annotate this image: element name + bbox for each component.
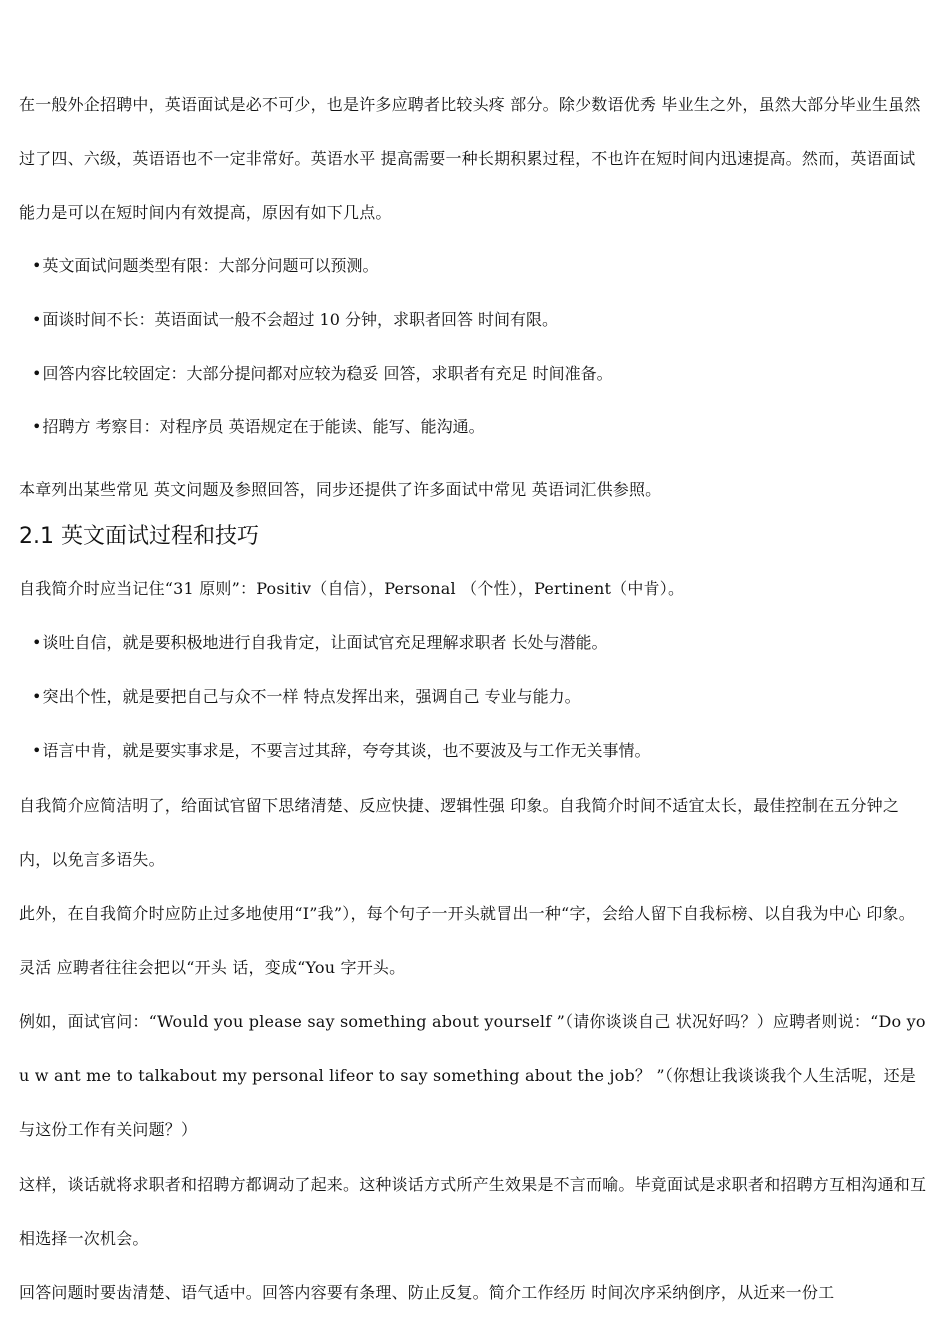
bullet-marker: • [32, 687, 42, 706]
pronoun-paragraph: 此外，在自我简介时应防止过多地使用“I”我”），每个句子一开头就冒出一种“字，会给人留下自我标榜、以自我为中心 印象。灵活 应聘者往往会把以“开头 话，变成“You 字开头。 [19, 904, 915, 977]
answer-paragraph: 回答问题时要齿清楚、语气适中。回答内容要有条理、防止反复。简介工作经历 时间次序采纳倒序，从近来一份工 [19, 1283, 835, 1302]
reason-text: 面谈时间不长：英语面试一般不会超过 10 分钟，求职者回答 时间有限。 [42, 310, 559, 329]
principle-item-3 [32, 740, 922, 762]
intro-paragraph: 在一般外企招聘中，英语面试是必不可少，也是许多应聘者比较头疼 部分。除少数语优秀 毕业生之外，虽然大部分毕业生虽然过了四、六级，英语语也不一定非常好。英语水平 提高需要一种长期积累过程，不也许在短时间内迅速提高。然而，英语面试能力是可以在短时间内有效提高，原因有如下几点。 [19, 95, 921, 222]
reason-text: 英文面试问题类型有限：大部分问题可以预测。 [42, 256, 379, 275]
effect-paragraph: 这样，谈话就将求职者和招聘方都调动了起来。这种谈话方式所产生效果是不言而喻。毕竟面试是求职者和招聘方互相沟通和互相选择一次机会。 [19, 1175, 927, 1248]
reason-text: 招聘方 考察目：对程序员 英语规定在于能读、能写、能沟通。 [42, 417, 485, 436]
principle-item-1 [32, 632, 922, 654]
reason-item-3 [32, 363, 922, 385]
principle-item-2 [32, 686, 922, 708]
bullet-marker: • [32, 741, 42, 760]
reason-item-2 [32, 309, 922, 331]
reason-item-4 [32, 416, 922, 438]
reason-item-1 [32, 255, 922, 277]
bullet-marker: • [32, 633, 42, 652]
principle-text: 谈吐自信，就是要积极地进行自我肯定，让面试官充足理解求职者 长处与潜能。 [42, 633, 608, 652]
bullet-marker: • [32, 417, 42, 436]
bullet-marker: • [32, 256, 42, 275]
bullet-marker: • [32, 364, 42, 383]
chapter-summary: 本章列出某些常见 英文问题及参照回答，同步还提供了许多面试中常见 英语词汇供参照。 [19, 480, 662, 499]
reason-text: 回答内容比较固定：大部分提问都对应较为稳妥 回答，求职者有充足 时间准备。 [42, 364, 613, 383]
example-paragraph: 例如，面试官问：“Would you please say something about yourself ”（请你谈谈自己 状况好吗？）应聘者则说：“Do you w ant me to talkabout my personal lifeor to say something about the job？ ”（你想让我谈谈我个人生活呢，还是与这份工作有关问题？） [19, 1012, 926, 1139]
rule-intro: 自我简介时应当记住“31 原则”：Positiv（自信），Personal （个性），Pertinent（中肯）。 [19, 579, 685, 598]
brevity-paragraph: 自我简介应简洁明了，给面试官留下思绪清楚、反应快捷、逻辑性强 印象。自我简介时间不适宜太长，最佳控制在五分钟之内，以免言多语失。 [19, 796, 900, 869]
principle-text: 语言中肯，就是要实事求是，不要言过其辞，夸夸其谈，也不要波及与工作无关事情。 [42, 741, 651, 760]
principle-text: 突出个性，就是要把自己与众不一样 特点发挥出来，强调自己 专业与能力。 [42, 687, 581, 706]
section-heading: 2.1 英文面试过程和技巧 [19, 524, 259, 549]
bullet-marker: • [32, 310, 42, 329]
